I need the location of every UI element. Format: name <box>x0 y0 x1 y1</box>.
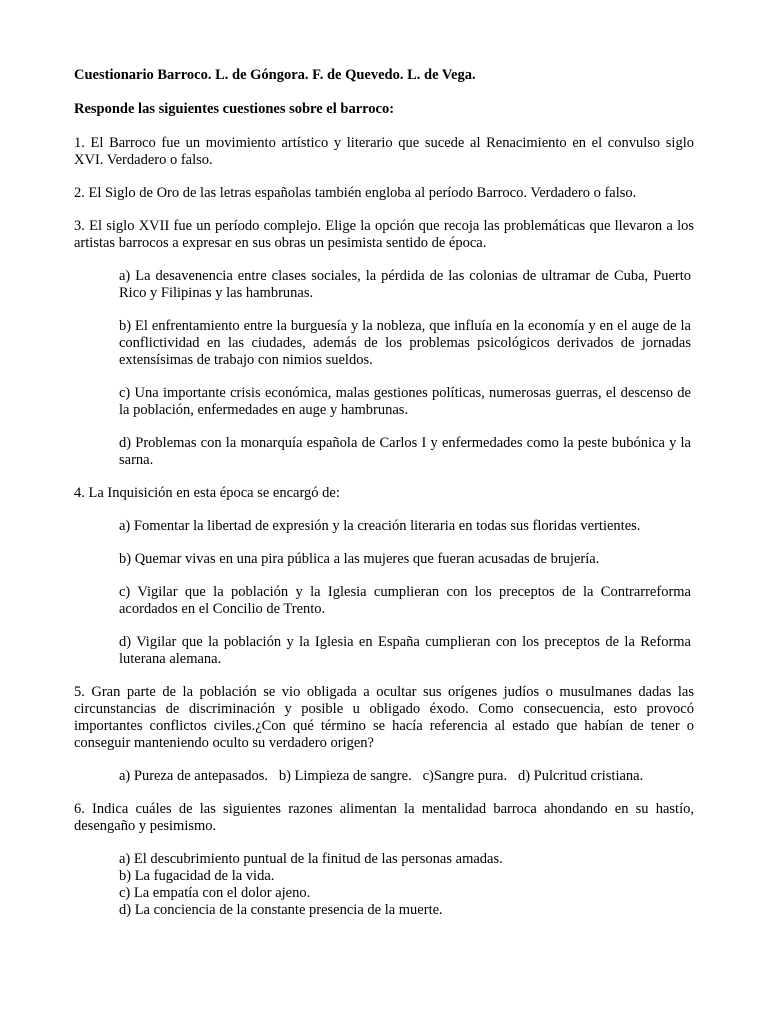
question-2: 2. El Siglo de Oro de las letras españolas también engloba al período Barroco. Verdadero o falso. <box>74 185 637 201</box>
document-title: Cuestionario Barroco. L. de Góngora. F. de Quevedo. L. de Vega. <box>74 67 476 83</box>
question-1: 1. El Barroco fue un movimiento artístico y literario que sucede al Renacimiento en el convulso siglo XVI. Verdadero o falso. <box>74 135 694 168</box>
question-4-option-c: c) Vigilar que la población y la Iglesia cumplieran con los preceptos de la Contrarreforma acordados en el Concilio de Trento. <box>119 584 691 617</box>
question-5: 5. Gran parte de la población se vio obligada a ocultar sus orígenes judíos o musulmanes dadas las circunstancias de discriminación y posible u obligado éxodo. Como consecuencia, esto provocó importantes conflictos civiles.¿Con qué término se hacía referencia al estado que habían de tener o conseguir manteniendo oculto su verdadero origen? <box>74 684 694 751</box>
question-6-option-b: b) La fugacidad de la vida. <box>119 868 275 884</box>
question-3-option-d: d) Problemas con la monarquía española de Carlos I y enfermedades como la peste bubónica y la sarna. <box>119 435 691 468</box>
question-3-option-b: b) El enfrentamiento entre la burguesía y la nobleza, que influía en la economía y en el auge de la conflictividad en las ciudades, además de los problemas psicológicos derivados de jornadas extensísimas de trabajo con nimios sueldos. <box>119 318 691 368</box>
question-6-option-d: d) La conciencia de la constante presencia de la muerte. <box>119 902 443 918</box>
question-3: 3. El siglo XVII fue un período complejo. Elige la opción que recoja las problemáticas que llevaron a los artistas barrocos a expresar en sus obras un pesimista sentido de época. <box>74 218 694 251</box>
question-4-option-b: b) Quemar vivas en una pira pública a las mujeres que fueran acusadas de brujería. <box>119 551 600 567</box>
question-4-option-d: d) Vigilar que la población y la Iglesia en España cumplieran con los preceptos de la Reforma luterana alemana. <box>119 634 691 667</box>
document-body <box>74 67 694 919</box>
question-6-option-c: c) La empatía con el dolor ajeno. <box>119 885 311 901</box>
question-6-option-a: a) El descubrimiento puntual de la finitud de las personas amadas. <box>119 851 503 867</box>
question-4-option-a: a) Fomentar la libertad de expresión y la creación literaria en todas sus floridas vertientes. <box>119 518 641 534</box>
question-6-options <box>119 851 694 919</box>
question-5-options: a) Pureza de antepasados. b) Limpieza de sangre. c)Sangre pura. d) Pulcritud cristiana. <box>119 768 644 784</box>
document-subtitle: Responde las siguientes cuestiones sobre el barroco: <box>74 101 395 117</box>
question-3-option-c: c) Una importante crisis económica, malas gestiones políticas, numerosas guerras, el descenso de la población, enfermedades en auge y hambrunas. <box>119 385 691 418</box>
question-4: 4. La Inquisición en esta época se encargó de: <box>74 485 340 501</box>
question-3-option-a: a) La desavenencia entre clases sociales, la pérdida de las colonias de ultramar de Cuba, Puerto Rico y Filipinas y las hambrunas. <box>119 268 691 301</box>
question-6: 6. Indica cuáles de las siguientes razones alimentan la mentalidad barroca ahondando en su hastío, desengaño y pesimismo. <box>74 801 694 834</box>
